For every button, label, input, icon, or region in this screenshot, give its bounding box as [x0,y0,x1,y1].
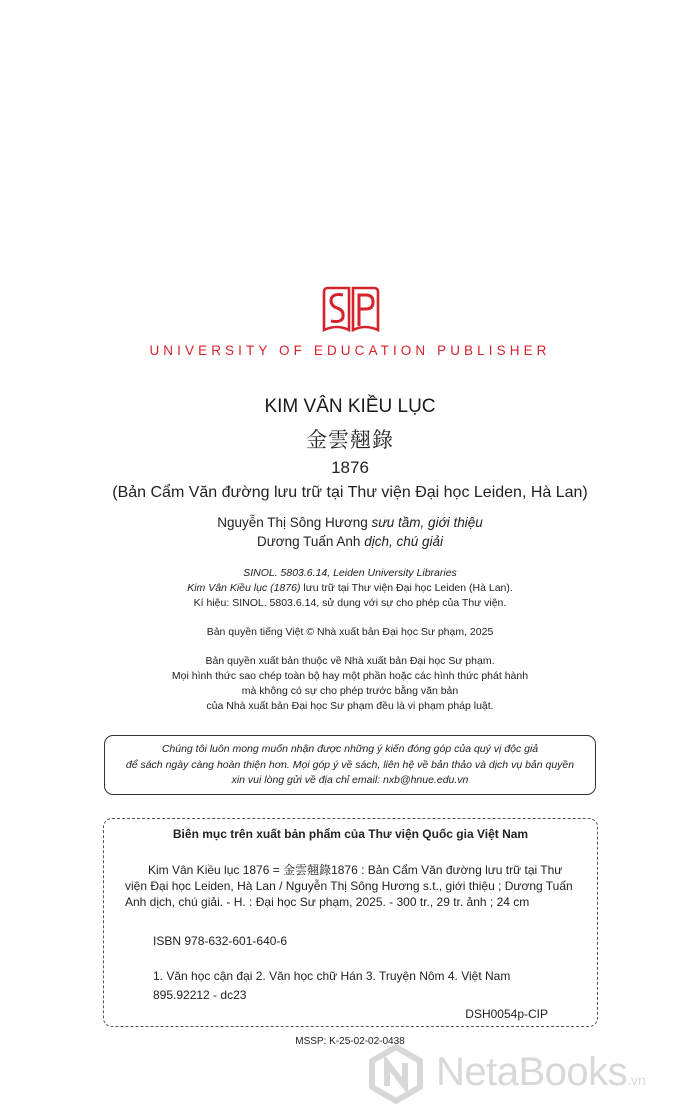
mssp-number: MSSP: K-25-02-02-0438 [295,1036,405,1047]
source-line-2-title: Kim Vân Kiều lục (1876) [187,582,301,594]
cip-isbn: ISBN 978-632-601-640-6 [153,934,288,948]
source-line-1: SINOL. 5803.6.14, Leiden University Libraries [243,567,457,579]
rights-line: của Nhà xuất bản Đại học Sư phạm đều là vi phạm pháp luật. [206,700,494,712]
source-block [0,566,700,611]
rights-line: Bản quyền xuất bản thuộc về Nhà xuất bản Đại học Sư phạm. [205,655,495,667]
book-title-cjk: 金雲翹錄 [306,428,394,452]
credit-role: sưu tầm, giới thiệu [371,515,483,530]
watermark-suffix: .vn [627,1072,646,1088]
cip-subjects: 1. Văn học cận đại 2. Văn học chữ Hán 3. Truyện Nôm 4. Việt Nam [153,969,511,983]
netabooks-logo-icon [366,1044,426,1104]
watermark-text [436,1050,646,1095]
watermark-brand: NetaBooks [436,1050,628,1094]
cip-description: Kim Vân Kiều lục 1876 = 金雲翹錄1876 : Bản Cẩm Văn đường lưu trữ tại Thư viện Đại học Leiden, Hà Lan / Nguyễn Thị Sông Hương s.t., giới thiệu ; Dương Tuấn Anh dịch, chú giải. - H. : Đại học Sư phạm, 2025. - 300 tr., 29 tr. ảnh ; 24 cm [125,863,573,909]
credit-name: Dương Tuấn Anh [256,534,361,549]
rights-line: mà không có sự cho phép trước bằng văn bản [241,685,459,697]
rights-line: Mọi hình thức sao chép toàn bộ hay một phần hoặc các hình thức phát hành [171,670,529,682]
rights-block [0,654,700,714]
cip-code: DSH0054p-CIP [465,1007,548,1021]
notice-line: Chúng tôi luôn mong muốn nhận được những ý kiến đóng góp của quý vị độc giả [161,743,539,755]
cip-classification: 895.92212 - dc23 [153,988,247,1002]
credit-role: dịch, chú giải [364,534,444,549]
publisher-logo [322,286,380,334]
book-year: 1876 [331,458,369,477]
notice-line: để sách ngày càng hoàn thiện hơn. Mọi góp ý về sách, liên hệ về bản thảo và dịch vụ bản quyền [125,758,575,771]
book-subtitle: (Bản Cẩm Văn đường lưu trữ tại Thư viện Đại học Leiden, Hà Lan) [112,484,588,501]
feedback-notice [104,735,596,795]
publisher-name: UNIVERSITY OF EDUCATION PUBLISHER [149,343,551,358]
source-line-2-rest: lưu trữ tại Thư viện Đại học Leiden (Hà Lan). [300,582,513,594]
credit-line [0,534,700,549]
watermark [366,1040,696,1110]
cip-record [103,818,598,1027]
cip-heading: Biên mục trên xuất bản phẩm của Thư viện Quốc gia Việt Nam [172,827,529,841]
notice-line: xin vui lòng gửi về địa chỉ email: nxb@hnue.edu.vn [231,774,469,786]
book-title: KIM VÂN KIỀU LỤC [264,396,436,417]
source-line-3: Kí hiệu: SINOL. 5803.6.14, sử dụng với sự cho phép của Thư viện. [193,597,507,609]
credit-name: Nguyễn Thị Sông Hương [217,515,368,530]
credit-line [0,515,700,530]
copyright-vn: Bản quyền tiếng Việt © Nhà xuất bản Đại học Sư phạm, 2025 [206,626,494,638]
